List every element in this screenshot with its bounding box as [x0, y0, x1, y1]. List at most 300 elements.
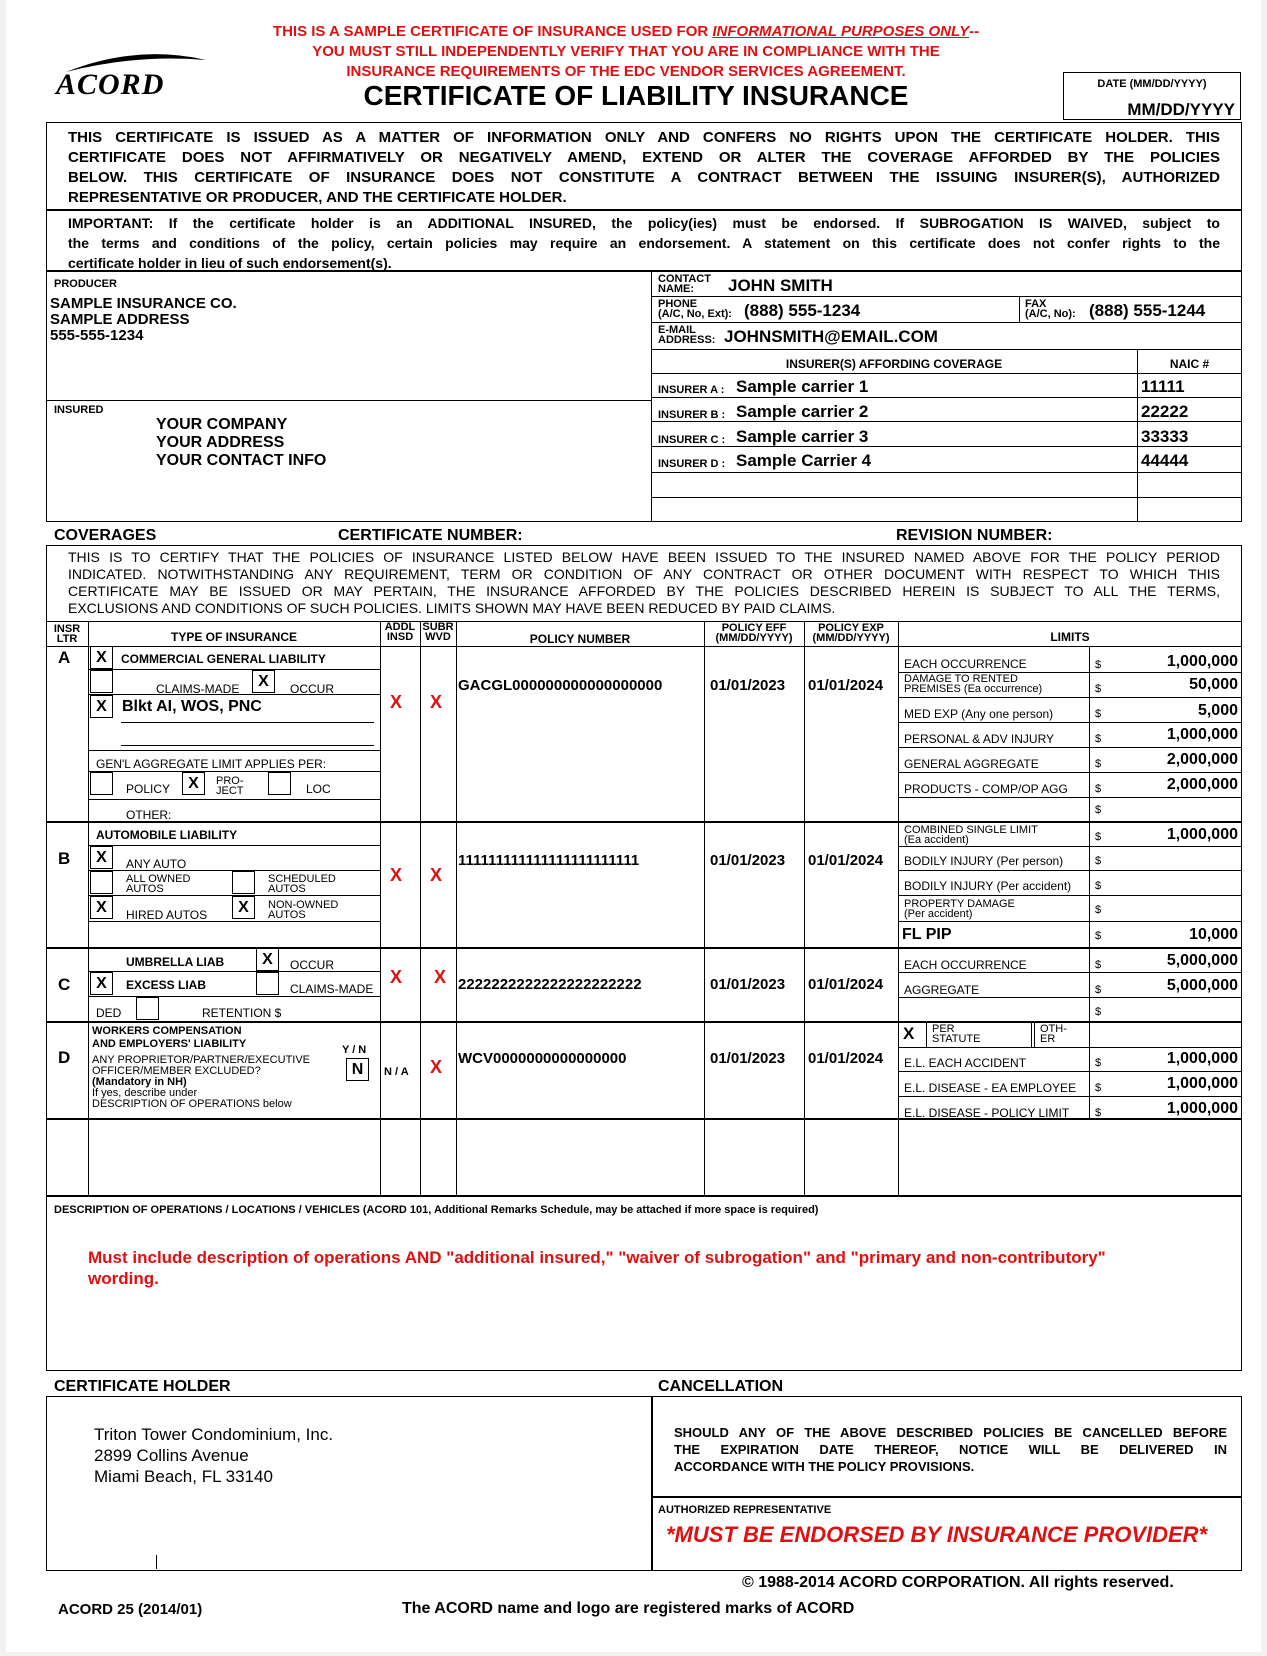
dollar-sign: $ — [1095, 708, 1102, 720]
divider — [898, 870, 1242, 871]
limit-label — [904, 825, 1038, 845]
notice-line: BELOW. THIS CERTIFICATE OF INSURANCE DOES NOT CONSTITUTE A CONTRACT BETWEEN THE ISSUING INSURER(S), AUTHORIZED — [68, 169, 1220, 186]
header-part: POLICY EXP — [818, 622, 884, 634]
acord-logo: ACORD — [56, 68, 165, 101]
column-line — [898, 621, 899, 1195]
insurer-b-name: Sample carrier 2 — [736, 402, 869, 421]
dollar-sign: $ — [1095, 930, 1102, 942]
limit-value: 5,000 — [1197, 702, 1238, 719]
notice-line: REPRESENTATIVE OR PRODUCER, AND THE CERTIFICATE HOLDER. — [68, 189, 567, 206]
date-value: MM/DD/YYYY — [1127, 100, 1235, 119]
limit-value: 1,000,000 — [1166, 1050, 1238, 1067]
divider — [46, 209, 1242, 211]
wc-yn-label: Y / N — [342, 1044, 367, 1056]
excess-label: EXCESS LIAB — [126, 978, 207, 992]
limit-value: 1,000,000 — [1166, 726, 1238, 743]
label-part: SCHEDULED — [268, 873, 336, 885]
dollar-sign: $ — [1095, 880, 1102, 892]
dollar-sign: $ — [1095, 1107, 1102, 1119]
limit-label: PRODUCTS - COMP/OP AGG — [904, 782, 1068, 796]
question-line: If yes, describe under — [92, 1087, 198, 1099]
umb-addl-insd-mark: X — [390, 967, 403, 987]
limit-label: MED EXP (Any one person) — [904, 707, 1054, 721]
header-part: LTR — [56, 633, 78, 645]
contact-name-label — [658, 274, 711, 294]
auto-policy-eff: 01/01/2023 — [710, 852, 786, 869]
divider — [651, 446, 1242, 447]
sample-banner-line-2: YOU MUST STILL INDEPENDENTLY VERIFY THAT YOU ARE IN COMPLIANCE WITH THE — [312, 43, 940, 60]
insurer-b-naic: 22222 — [1141, 402, 1189, 421]
producer-phone: 555-555-1234 — [50, 327, 144, 344]
retention-label: RETENTION $ — [202, 1006, 282, 1020]
notice-paragraph-2 — [68, 213, 1220, 273]
question-line: (Mandatory in NH) — [92, 1076, 187, 1088]
divider — [898, 1096, 1242, 1097]
ded-checkbox[interactable] — [136, 997, 159, 1020]
dollar-sign: $ — [1095, 733, 1102, 745]
phone-value: (888) 555-1234 — [744, 301, 861, 320]
divider — [651, 349, 1242, 350]
divider — [88, 971, 380, 972]
hired-autos-checkbox[interactable]: X — [90, 896, 113, 919]
owned-autos-label — [126, 874, 190, 894]
cancellation-line: THE EXPIRATION DATE THEREOF, NOTICE WILL BE DELIVERED IN — [674, 1442, 1227, 1457]
limit-value: 1,000,000 — [1166, 1100, 1238, 1117]
policy-eff-header — [704, 623, 804, 643]
producer-label: PRODUCER — [54, 278, 117, 290]
producer-info — [50, 296, 237, 344]
label-part: JECT — [216, 785, 244, 797]
limit-label — [904, 674, 1042, 694]
claims-made-checkbox[interactable] — [90, 670, 113, 693]
divider — [651, 421, 1242, 422]
label-part: PRO- — [216, 775, 244, 787]
subr-header — [420, 622, 456, 642]
limit-value: 2,000,000 — [1166, 776, 1238, 793]
label-part: ER — [1040, 1033, 1056, 1045]
per-statute-label — [932, 1024, 980, 1044]
phone-label — [658, 299, 732, 319]
umbrella-claims-made-label: CLAIMS-MADE — [290, 982, 374, 996]
description-line: Must include description of operations AND "additional insured," "waiver of subrogation" and "primary and non-contributory" — [88, 1248, 1106, 1267]
divider — [898, 697, 1242, 698]
limit-label: AGGREGATE — [904, 983, 980, 997]
claims-made-label: CLAIMS-MADE — [156, 682, 240, 696]
insurer-c-name: Sample carrier 3 — [736, 427, 869, 446]
label-part: FAX — [1025, 298, 1047, 310]
limit-label: FL PIP — [902, 926, 952, 943]
ded-label: DED — [96, 1006, 122, 1020]
wc-addl-na: N / A — [384, 1066, 409, 1078]
insurer-a-label: INSURER A : — [658, 384, 725, 396]
wc-policy-eff: 01/01/2023 — [710, 1050, 786, 1067]
column-line — [88, 621, 89, 1195]
sample-banner-line-1 — [166, 24, 1086, 39]
coverages-text — [68, 549, 1220, 617]
limit-value: 1,000,000 — [1166, 653, 1238, 670]
insr-ltr-d: D — [58, 1048, 71, 1067]
label-part: NAME: — [658, 283, 695, 295]
insured-address: YOUR ADDRESS — [156, 434, 285, 451]
label-part: DAMAGE TO RENTED — [904, 673, 1018, 685]
umbrella-claims-made-checkbox[interactable] — [256, 972, 279, 995]
wc-excluded-answer[interactable]: N — [346, 1058, 369, 1081]
divider — [1019, 296, 1020, 322]
limit-value: 5,000,000 — [1166, 977, 1238, 994]
divider — [88, 750, 380, 751]
divider — [46, 646, 1242, 647]
agg-policy-checkbox[interactable] — [90, 772, 113, 795]
header-part: WVD — [425, 631, 451, 643]
dollar-sign: $ — [1095, 984, 1102, 996]
gl-other-label: OTHER: — [126, 808, 172, 822]
gl-title: COMMERCIAL GENERAL LIABILITY — [121, 652, 326, 666]
limit-value: 5,000,000 — [1166, 952, 1238, 969]
other-label — [1040, 1024, 1067, 1044]
insr-ltr-a: A — [58, 648, 71, 667]
divider — [898, 747, 1242, 748]
umbrella-occur-label: OCCUR — [290, 958, 334, 972]
cancellation-line: ACCORDANCE WITH THE POLICY PROVISIONS. — [674, 1459, 975, 1474]
divider — [46, 270, 1242, 272]
notice-line: CERTIFICATE DOES NOT AFFIRMATIVELY OR NEGATIVELY AMEND, EXTEND OR ALTER THE COVERAGE AFFORDED BY THE POLICIES — [68, 149, 1220, 166]
description-text — [88, 1247, 1106, 1289]
divider — [651, 397, 1242, 398]
wc-title — [92, 1025, 246, 1051]
limit-value: 1,000,000 — [1166, 826, 1238, 843]
non-owned-autos-label — [268, 900, 338, 920]
divider — [88, 799, 380, 800]
auto-addl-insd-mark: X — [390, 865, 403, 885]
copyright: © 1988-2014 ACORD CORPORATION. All rights reserved. — [742, 1574, 1174, 1591]
insurer-b-label: INSURER B : — [658, 409, 726, 421]
limit-label: EACH OCCURRENCE — [904, 657, 1027, 671]
date-label: DATE (MM/DD/YYYY) — [1097, 78, 1207, 90]
agg-policy-label: POLICY — [126, 782, 171, 796]
policy-number-header: POLICY NUMBER — [529, 632, 631, 646]
label-part: (A/C, No, Ext): — [658, 308, 732, 320]
revision-number-label: REVISION NUMBER: — [896, 527, 1053, 544]
notice-line: IMPORTANT: If the certificate holder is an ADDITIONAL INSURED, the policy(ies) must be endorsed. If SUBROGATION IS WAIVED, subject to — [68, 215, 1220, 231]
divider — [46, 621, 1242, 622]
divider — [121, 722, 374, 723]
umbrella-occur-checkbox[interactable]: X — [256, 948, 279, 971]
divider — [898, 722, 1242, 723]
limit-value: 50,000 — [1189, 676, 1238, 693]
gl-extra-checkbox[interactable]: X — [90, 695, 113, 718]
limit-label — [904, 899, 1015, 919]
scheduled-autos-label — [268, 874, 336, 894]
divider — [88, 771, 380, 772]
label-part: PREMISES (Ea occurrence) — [904, 683, 1043, 695]
type-header: TYPE OF INSURANCE — [170, 630, 297, 644]
label-part: CONTACT — [658, 273, 711, 285]
authorized-rep-label: AUTHORIZED REPRESENTATIVE — [658, 1504, 832, 1516]
holder-name: Triton Tower Condominium, Inc. — [94, 1425, 334, 1444]
any-auto-checkbox[interactable]: X — [90, 846, 113, 869]
contact-name: JOHN SMITH — [728, 276, 833, 295]
label-part: OTH- — [1040, 1023, 1067, 1035]
auto-policy-exp: 01/01/2024 — [808, 852, 884, 869]
gen-agg-label: GEN'L AGGREGATE LIMIT APPLIES PER: — [96, 757, 327, 771]
label-part: COMBINED SINGLE LIMIT — [904, 824, 1038, 836]
excess-checkbox[interactable]: X — [90, 972, 113, 995]
label-part: (A/C, No): — [1025, 308, 1076, 320]
insr-ltr-header — [46, 624, 88, 644]
certificate-number-label: CERTIFICATE NUMBER: — [338, 527, 523, 544]
limit-label: E.L. DISEASE - POLICY LIMIT — [904, 1106, 1070, 1120]
description-label: DESCRIPTION OF OPERATIONS / LOCATIONS / VEHICLES (ACORD 101, Additional Remarks Schedule, may be attached if more space is required) — [54, 1204, 819, 1216]
insurers-header: INSURER(S) AFFORDING COVERAGE — [785, 357, 1003, 371]
dollar-sign: $ — [1095, 783, 1102, 795]
agg-project-label — [216, 776, 244, 796]
hired-autos-label: HIRED AUTOS — [126, 908, 208, 922]
label-part: AUTOS — [268, 909, 306, 921]
header-part: POLICY EFF — [721, 622, 787, 634]
header-part: (MM/DD/YYYY) — [812, 632, 890, 644]
certificate-page — [6, 0, 1261, 1652]
dollar-sign: $ — [1095, 1006, 1102, 1018]
gl-extra-coverage: Blkt AI, WOS, PNC — [122, 698, 262, 715]
divider — [898, 997, 1242, 998]
label-part: (Per accident) — [904, 908, 973, 920]
question-line: DESCRIPTION OF OPERATIONS below — [92, 1098, 292, 1110]
fax-label — [1025, 299, 1076, 319]
dollar-sign: $ — [1095, 804, 1102, 816]
dollar-sign: $ — [1095, 1082, 1102, 1094]
header-part: SUBR — [422, 621, 454, 633]
limit-label: BODILY INJURY (Per person) — [904, 854, 1064, 868]
row-divider — [46, 947, 1242, 949]
umb-policy-eff: 01/01/2023 — [710, 976, 786, 993]
divider — [898, 797, 1242, 798]
divider — [1031, 1021, 1032, 1047]
label-part: PROPERTY DAMAGE — [904, 898, 1015, 910]
cancellation-line: SHOULD ANY OF THE ABOVE DESCRIBED POLICIES BE CANCELLED BEFORE — [674, 1425, 1227, 1440]
label-part: ADDRESS: — [658, 334, 716, 346]
gl-checkbox[interactable]: X — [90, 646, 113, 669]
divider — [88, 845, 380, 846]
umb-policy-exp: 01/01/2024 — [808, 976, 884, 993]
holder-info — [94, 1424, 333, 1487]
coverages-label: COVERAGES — [54, 527, 157, 544]
column-divider — [651, 270, 652, 522]
dollar-sign: $ — [1095, 1057, 1102, 1069]
gl-subr-wvd-mark: X — [430, 692, 443, 712]
limit-value: 10,000 — [1189, 926, 1238, 943]
insured-label: INSURED — [54, 404, 104, 416]
label-part: PHONE — [658, 298, 698, 310]
dollar-sign: $ — [1095, 659, 1102, 671]
naic-header: NAIC # — [1169, 357, 1210, 371]
divider — [1034, 1021, 1035, 1047]
column-line — [420, 621, 421, 1195]
agg-loc-label: LOC — [306, 782, 331, 796]
umb-subr-wvd-mark: X — [434, 967, 447, 987]
auto-title: AUTOMOBILE LIABILITY — [96, 828, 238, 842]
divider — [898, 772, 1242, 773]
gl-policy-number: GACGL000000000000000000 — [458, 677, 663, 694]
label-part: E-MAIL — [658, 324, 696, 336]
notice-line: the terms and conditions of the policy, certain policies may require an endorsement. A statement on this certificate does not confer rights to the — [68, 235, 1220, 251]
divider — [46, 400, 651, 401]
label-part: AUTOS — [126, 883, 164, 895]
insurer-c-naic: 33333 — [1141, 427, 1189, 446]
registered-marks: The ACORD name and logo are registered marks of ACORD — [402, 1600, 855, 1617]
dollar-sign: $ — [1095, 831, 1102, 843]
coverages-line: THIS IS TO CERTIFY THAT THE POLICIES OF INSURANCE LISTED BELOW HAVE BEEN ISSUED TO THE INSURED NAMED ABOVE FOR THE POLICY PERIOD — [68, 549, 1220, 565]
certificate-holder-label: CERTIFICATE HOLDER — [54, 1378, 231, 1395]
producer-name: SAMPLE INSURANCE CO. — [50, 295, 237, 312]
divider — [651, 296, 1242, 297]
scheduled-autos-checkbox[interactable] — [232, 871, 255, 894]
dollar-sign: $ — [1095, 904, 1102, 916]
divider — [651, 497, 1242, 498]
header-part: INSD — [386, 631, 414, 643]
gl-policy-eff: 01/01/2023 — [710, 677, 786, 694]
tick-mark — [156, 1555, 157, 1569]
divider — [88, 996, 380, 997]
notice-paragraph-1 — [68, 128, 1220, 208]
cancellation-text — [674, 1424, 1227, 1475]
banner-text: THIS IS A SAMPLE CERTIFICATE OF INSURANCE USED FOR — [272, 23, 713, 40]
label-part: PER — [932, 1023, 955, 1035]
owned-autos-checkbox[interactable] — [90, 871, 113, 894]
column-line — [380, 621, 381, 1195]
insured-info — [156, 416, 326, 470]
divider — [651, 472, 1242, 473]
divider — [898, 1047, 1242, 1048]
insured-contact: YOUR CONTACT INFO — [156, 452, 327, 469]
insurer-d-label: INSURER D : — [658, 458, 726, 470]
auto-subr-wvd-mark: X — [430, 865, 443, 885]
notice-line: THIS CERTIFICATE IS ISSUED AS A MATTER OF INFORMATION ONLY AND CONFERS NO RIGHTS UPON THE CERTIFICATE HOLDER. THIS — [68, 129, 1220, 146]
insurer-d-name: Sample Carrier 4 — [736, 451, 872, 470]
insurer-c-label: INSURER C : — [658, 434, 726, 446]
notice-line: certificate holder in lieu of such endorsement(s). — [68, 255, 392, 271]
divider — [898, 895, 1242, 896]
producer-address: SAMPLE ADDRESS — [50, 311, 190, 328]
coverages-line: CERTIFICATE MAY BE ISSUED OR MAY PERTAIN, THE INSURANCE AFFORDED BY THE POLICIES DESCRIBED HEREIN IS SUBJECT TO ALL THE TERMS, — [68, 583, 1220, 599]
form-number: ACORD 25 (2014/01) — [58, 1601, 203, 1618]
limit-value: 2,000,000 — [1166, 751, 1238, 768]
divider — [898, 921, 1242, 922]
wc-policy-exp: 01/01/2024 — [808, 1050, 884, 1067]
label-part: AND EMPLOYERS' LIABILITY — [92, 1038, 247, 1050]
gl-policy-exp: 01/01/2024 — [808, 677, 884, 694]
label-part: AUTOS — [268, 883, 306, 895]
divider — [88, 694, 380, 695]
dollar-sign: $ — [1095, 758, 1102, 770]
divider — [926, 1021, 927, 1047]
dollar-sign: $ — [1095, 855, 1102, 867]
divider — [651, 322, 1242, 323]
insr-ltr-c: C — [58, 975, 71, 994]
label-part: STATUTE — [932, 1033, 981, 1045]
divider — [651, 373, 1242, 374]
agg-project-checkbox[interactable]: X — [182, 772, 205, 795]
cancellation-label: CANCELLATION — [658, 1378, 784, 1395]
email-value: JOHNSMITH@EMAIL.COM — [724, 327, 938, 346]
limit-label: BODILY INJURY (Per accident) — [904, 879, 1072, 893]
wc-policy-number: WCV0000000000000000 — [458, 1050, 627, 1067]
label-part: NON-OWNED — [268, 899, 339, 911]
banner-dash: -- — [969, 23, 980, 40]
wc-statute-check[interactable]: X — [903, 1024, 915, 1043]
header-part: INSR — [53, 623, 81, 635]
description-line: wording. — [88, 1269, 159, 1288]
policy-exp-header — [804, 623, 898, 643]
label-part: (Ea accident) — [904, 834, 969, 846]
dollar-sign: $ — [1095, 683, 1102, 695]
divider — [88, 921, 380, 922]
column-line — [704, 621, 705, 1195]
divider — [898, 846, 1242, 847]
insurer-a-name: Sample carrier 1 — [736, 377, 869, 396]
divider — [898, 1071, 1242, 1072]
addl-header — [380, 622, 420, 642]
occur-checkbox[interactable]: X — [252, 670, 275, 693]
question-line: OFFICER/MEMBER EXCLUDED? — [92, 1065, 261, 1077]
header-part: ADDL — [384, 621, 416, 633]
column-divider — [651, 1396, 653, 1571]
agg-loc-checkbox[interactable] — [268, 772, 291, 795]
question-line: ANY PROPRIETOR/PARTNER/EXECUTIVE — [92, 1054, 311, 1066]
label-part: ALL OWNED — [126, 873, 191, 885]
sample-banner-line-3: INSURANCE REQUIREMENTS OF THE EDC VENDOR SERVICES AGREEMENT. — [346, 63, 906, 80]
label-part: WORKERS COMPENSATION — [92, 1025, 242, 1037]
column-line — [456, 621, 457, 1195]
any-auto-label: ANY AUTO — [126, 857, 187, 871]
occur-label: OCCUR — [290, 682, 334, 696]
divider — [898, 972, 1242, 973]
umbrella-label: UMBRELLA LIAB — [126, 955, 225, 969]
auto-policy-number: 111111111111111111111111 — [458, 852, 640, 869]
non-owned-autos-checkbox[interactable]: X — [232, 896, 255, 919]
wc-question — [92, 1055, 310, 1110]
email-label — [658, 325, 715, 345]
divider — [651, 1496, 1242, 1498]
dollar-sign: $ — [1095, 959, 1102, 971]
banner-emphasis: INFORMATIONAL PURPOSES ONLY — [712, 23, 970, 40]
coverages-line: EXCLUSIONS AND CONDITIONS OF SUCH POLICIES. LIMITS SHOWN MAY HAVE BEEN REDUCED BY PAID CLAIMS. — [68, 600, 836, 616]
coverages-line: INDICATED. NOTWITHSTANDING ANY REQUIREMENT, TERM OR CONDITION OF ANY CONTRACT OR OTHER DOCUMENT WITH RESPECT TO WHICH THIS — [68, 566, 1220, 582]
gl-addl-insd-mark: X — [390, 692, 403, 712]
row-divider — [46, 821, 1242, 823]
header-part: (MM/DD/YYYY) — [715, 632, 793, 644]
umb-policy-number: 2222222222222222222222 — [458, 976, 642, 993]
wc-subr-wvd-mark: X — [430, 1057, 443, 1077]
insured-name: YOUR COMPANY — [156, 416, 288, 433]
page-title: CERTIFICATE OF LIABILITY INSURANCE — [363, 80, 909, 111]
limit-label: PERSONAL & ADV INJURY — [904, 732, 1055, 746]
limit-label: E.L. EACH ACCIDENT — [904, 1056, 1027, 1070]
row-divider — [46, 1195, 1242, 1197]
limit-label: GENERAL AGGREGATE — [904, 757, 1039, 771]
authorized-rep-value: *MUST BE ENDORSED BY INSURANCE PROVIDER* — [666, 1522, 1208, 1547]
limits-header: LIMITS — [1050, 630, 1090, 644]
limit-label: EACH OCCURRENCE — [904, 958, 1027, 972]
column-line — [804, 621, 805, 1195]
insurer-a-naic: 11111 — [1141, 377, 1185, 396]
insurer-d-naic: 44444 — [1141, 451, 1189, 470]
holder-city: Miami Beach, FL 33140 — [94, 1467, 273, 1486]
limit-value: 1,000,000 — [1166, 1075, 1238, 1092]
divider — [88, 669, 380, 670]
holder-address: 2899 Collins Avenue — [94, 1446, 249, 1465]
fax-value: (888) 555-1244 — [1089, 301, 1206, 320]
divider — [121, 745, 374, 746]
